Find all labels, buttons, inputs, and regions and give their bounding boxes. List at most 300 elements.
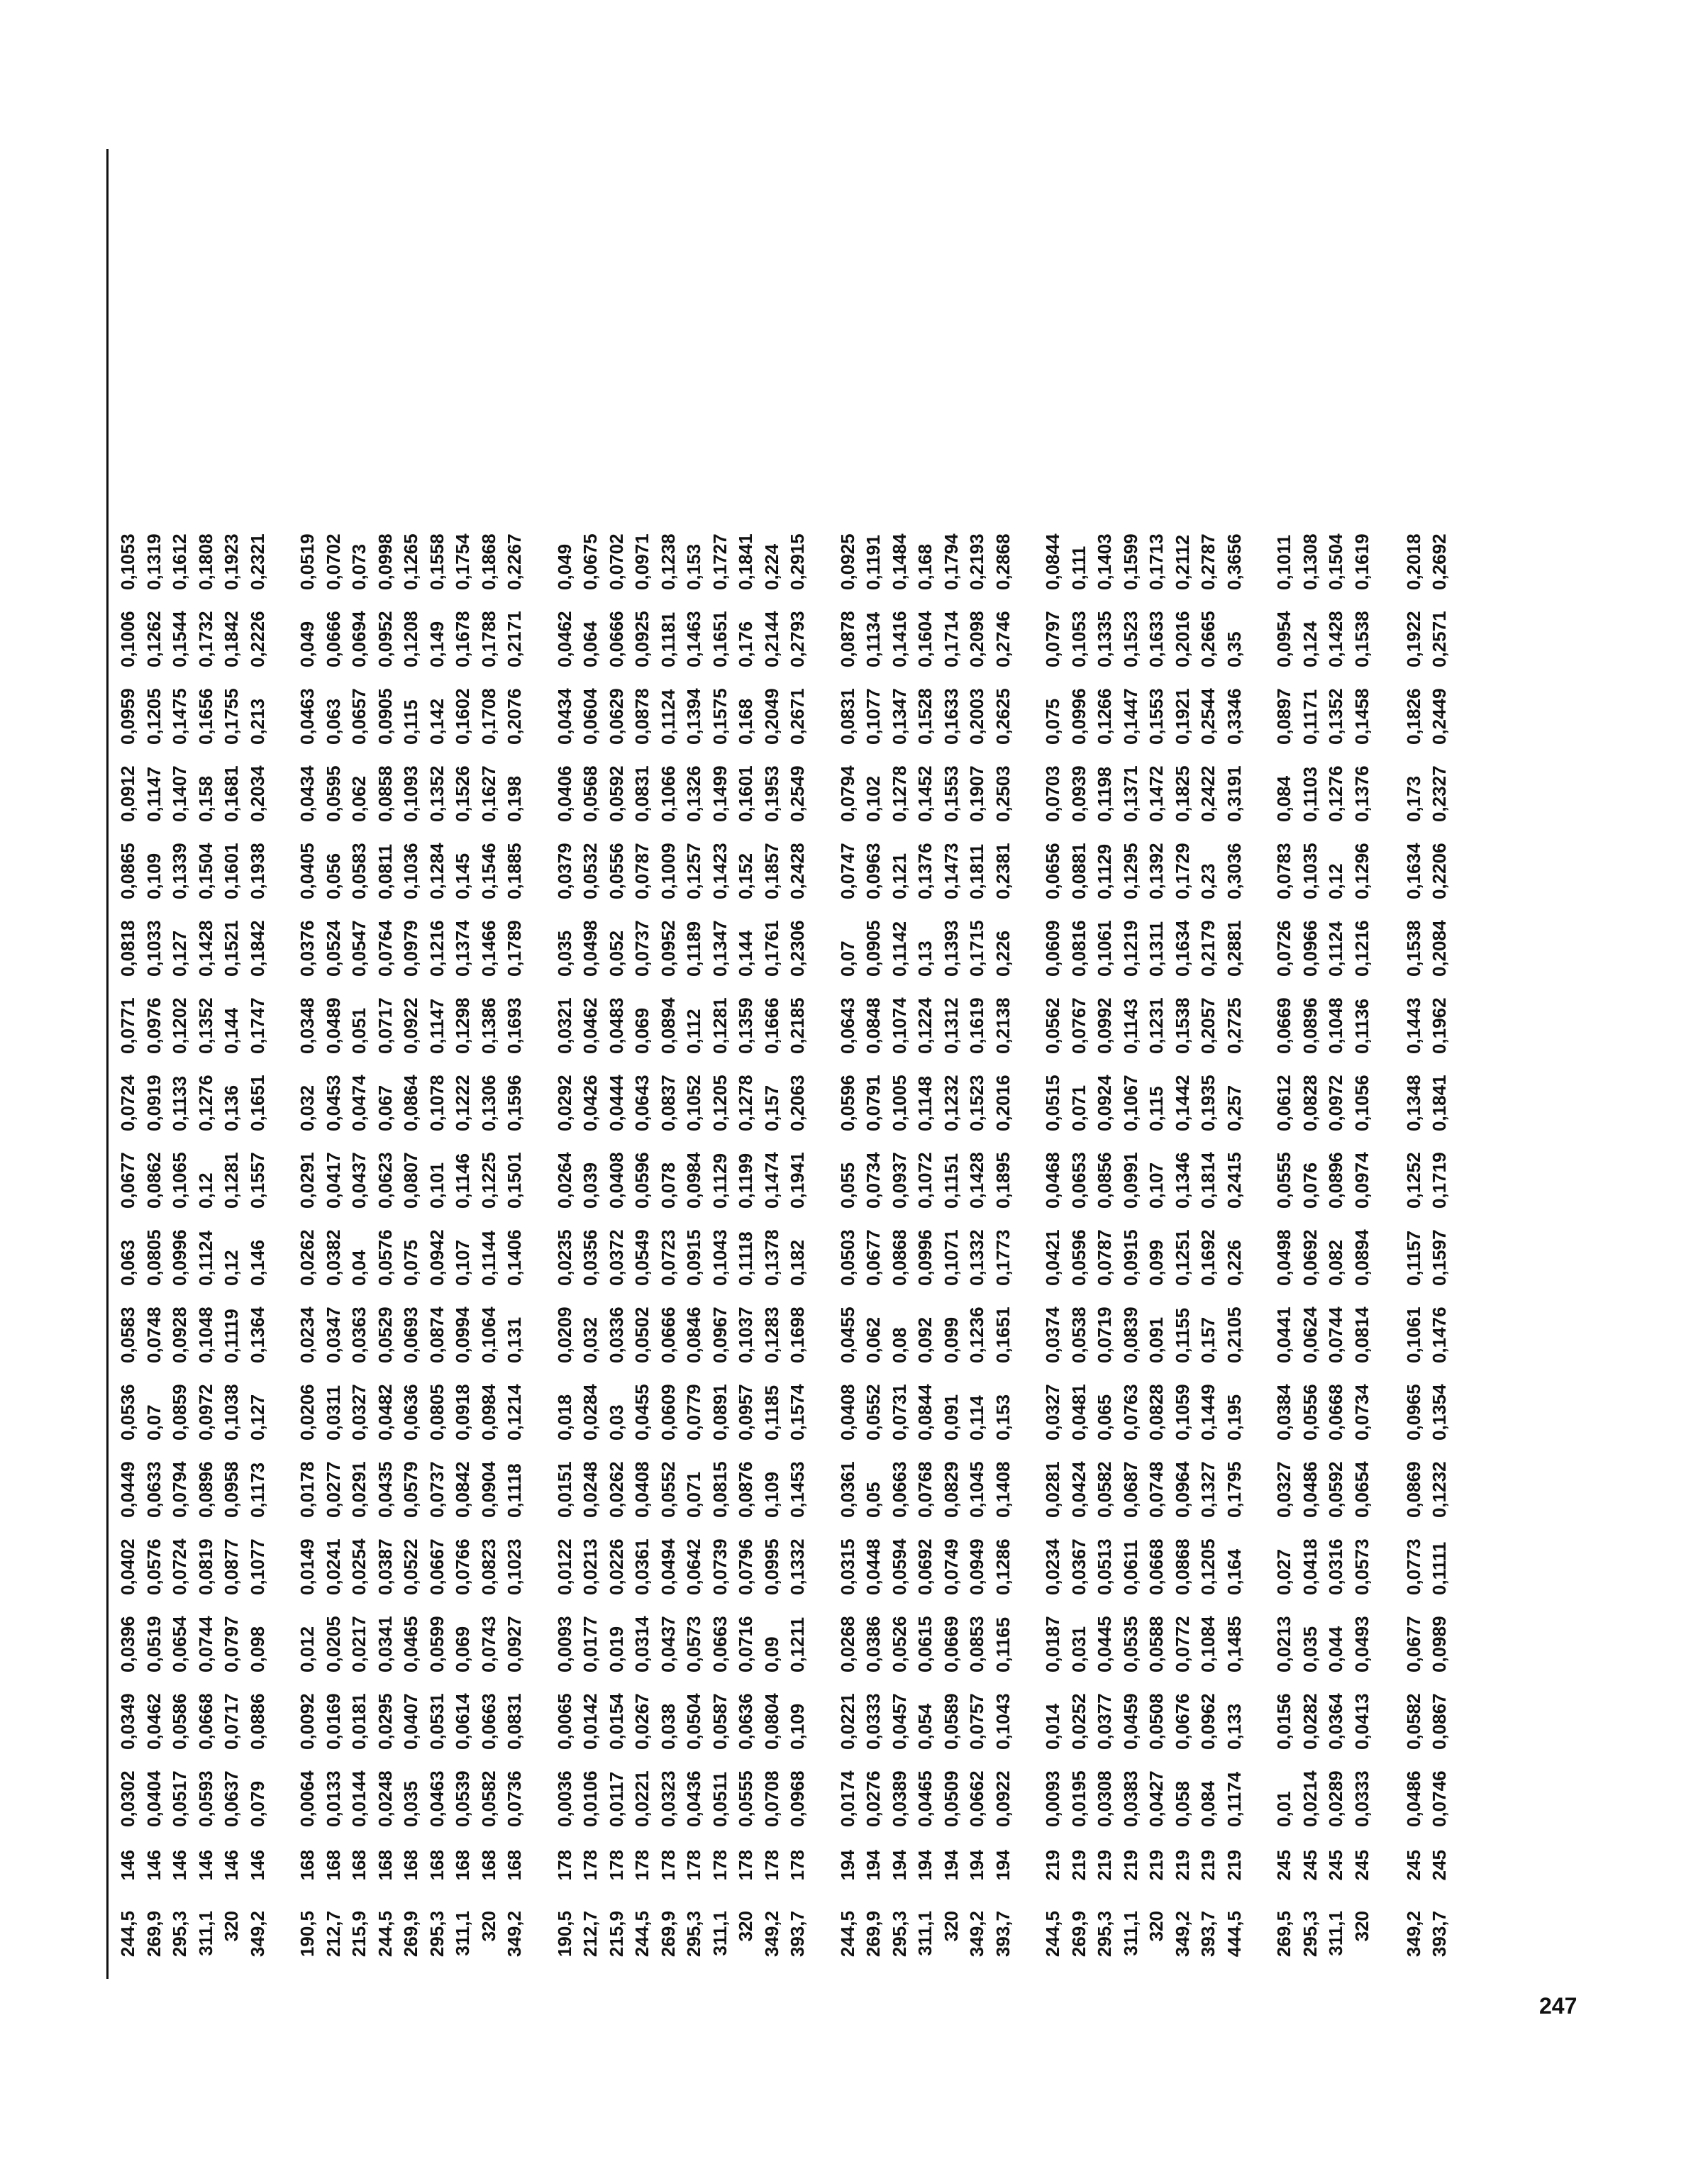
table-cell: 0,027 xyxy=(1273,1548,1294,1595)
table-col-value xyxy=(294,901,528,978)
table-col-value xyxy=(1040,669,1247,746)
table-cell: 0,2415 xyxy=(1223,1152,1245,1209)
table-cell: 0,0221 xyxy=(631,1770,653,1827)
table-cell: 0,0998 xyxy=(374,533,396,590)
table-cell: 0,2692 xyxy=(1429,533,1450,590)
table-cell: 0,0748 xyxy=(143,1306,165,1363)
table-cell: 0,0396 xyxy=(117,1616,138,1672)
table-cell: 0,084 xyxy=(1273,775,1294,822)
table-cell: 0,0455 xyxy=(631,1384,653,1441)
table-cell: 0,1553 xyxy=(1146,688,1167,745)
table-cell: 0,152 xyxy=(735,853,756,899)
table-cell: 0,0333 xyxy=(863,1693,884,1750)
table-cell: 245 xyxy=(1325,1850,1346,1881)
table-cell: 0,0579 xyxy=(400,1461,421,1518)
table-cell: 0,0905 xyxy=(374,688,396,745)
table-cell: 0,213 xyxy=(246,698,268,745)
table-cell: 0,0596 xyxy=(1068,1229,1089,1286)
table-cell: 0,035 xyxy=(553,930,575,977)
table-cell: 0,0408 xyxy=(605,1152,627,1209)
table-cell: 0,0555 xyxy=(735,1770,756,1827)
table-cell: 0,0657 xyxy=(348,688,370,745)
table-cell: 0,0666 xyxy=(322,611,344,667)
table-col-value xyxy=(115,901,270,978)
table-cell: 0,1546 xyxy=(477,843,499,899)
table-cell: 0,1144 xyxy=(477,1230,499,1286)
table-col-value xyxy=(835,1597,1016,1674)
table-cell: 0,0864 xyxy=(400,1075,421,1131)
table-cell: 0,0677 xyxy=(863,1229,884,1286)
table-cell: 0,1136 xyxy=(1351,998,1372,1054)
table-cell: 0,049 xyxy=(296,621,318,667)
table-cell: 0,1064 xyxy=(477,1306,499,1363)
table-cell: 245 xyxy=(1299,1850,1321,1881)
table-cell: 168 xyxy=(296,1850,318,1881)
table-cell: 0,012 xyxy=(296,1626,318,1672)
table-cell: 0,0276 xyxy=(863,1770,884,1827)
table-cell: 0,0356 xyxy=(580,1229,601,1286)
table-cell: 349,2 xyxy=(246,1911,268,1958)
table-cell: 0,0323 xyxy=(657,1770,679,1827)
table-cell: 0,0493 xyxy=(1351,1616,1372,1672)
table-cell: 0,2327 xyxy=(1429,765,1450,822)
table-cell: 0,1485 xyxy=(1223,1616,1245,1672)
table-cell: 0,0221 xyxy=(836,1693,858,1750)
table-cell: 0,1276 xyxy=(194,1075,216,1131)
table-cell: 0,0972 xyxy=(1325,1075,1346,1131)
table-cell: 0,0894 xyxy=(1351,1229,1372,1286)
table-cell: 0,0441 xyxy=(1273,1306,1294,1363)
table-cell: 0,107 xyxy=(452,1239,473,1286)
table-cell: 0,0734 xyxy=(863,1152,884,1209)
table-cell: 0,0972 xyxy=(194,1384,216,1441)
table-cell: 0,0878 xyxy=(836,611,858,667)
table-cell: 0,0925 xyxy=(836,533,858,590)
table-cell: 0,0717 xyxy=(221,1693,242,1750)
table-col-value xyxy=(115,746,270,823)
table-cell: 0,1575 xyxy=(709,688,731,745)
table-cell: 0,2034 xyxy=(246,765,268,822)
table-cell: 0,0374 xyxy=(1042,1306,1063,1363)
table-cell: 0,0532 xyxy=(580,843,601,899)
table-cell: 146 xyxy=(221,1850,242,1881)
table-cell: 0,0637 xyxy=(221,1770,242,1827)
table-cell: 0,0831 xyxy=(836,688,858,745)
table-cell: 0,1393 xyxy=(940,920,962,977)
table-cell: 0,0291 xyxy=(296,1152,318,1209)
table-cell: 0,1825 xyxy=(1171,765,1193,822)
table-cell: 0,107 xyxy=(1146,1162,1167,1209)
table-col-value xyxy=(552,1519,811,1597)
table-cell: 0,0724 xyxy=(117,1075,138,1131)
table-cell: 0,2549 xyxy=(787,765,808,822)
table-col-value xyxy=(115,1287,270,1365)
table-cell: 0,1284 xyxy=(426,843,448,899)
table-cell: 0,1059 xyxy=(1171,1384,1193,1441)
table-col-value xyxy=(294,669,528,746)
table-cell: 0,0209 xyxy=(553,1306,575,1363)
table-cell: 0,056 xyxy=(322,853,344,899)
table-row-group xyxy=(115,149,270,1979)
table-cell: 0,0234 xyxy=(296,1306,318,1363)
table-cell: 349,2 xyxy=(504,1911,525,1958)
table-cell: 0,2267 xyxy=(504,533,525,590)
table-cell: 349,2 xyxy=(760,1911,782,1958)
table-cell: 0,1231 xyxy=(1146,997,1167,1054)
table-col-value xyxy=(115,978,270,1055)
table-cell: 0,3036 xyxy=(1223,843,1245,899)
table-cell: 0,1403 xyxy=(1094,533,1115,590)
table-cell: 0,1147 xyxy=(143,766,165,822)
table-cell: 0,0151 xyxy=(553,1461,575,1518)
table-cell: 0,0291 xyxy=(348,1461,370,1518)
table-cell: 0,0636 xyxy=(735,1693,756,1750)
table-cell: 0,1602 xyxy=(452,688,473,745)
table-cell: 0,0624 xyxy=(1299,1306,1321,1363)
table-cell: 0,0757 xyxy=(966,1693,987,1750)
table-cell: 0,0743 xyxy=(477,1616,499,1672)
table-cell: 0,0654 xyxy=(1351,1461,1372,1518)
table-cell: 0,1232 xyxy=(1429,1461,1450,1518)
table-cell: 0,1124 xyxy=(657,689,679,745)
table-cell: 0,0773 xyxy=(1402,1538,1424,1595)
table-cell: 0,13 xyxy=(914,940,936,977)
table-cell: 0,0327 xyxy=(348,1384,370,1441)
table-cell: 0,0992 xyxy=(1094,997,1115,1054)
table-cell: 0,1474 xyxy=(760,1152,782,1209)
table-col-value xyxy=(1271,514,1453,592)
table-col-diameter xyxy=(1040,1902,1247,1979)
table-cell: 0,076 xyxy=(1299,1162,1321,1209)
table-col-grade xyxy=(552,1829,811,1902)
table-col-value xyxy=(115,514,270,592)
table-cell: 0,0869 xyxy=(1402,1461,1424,1518)
table-cell: 0,0372 xyxy=(605,1229,627,1286)
table-cell: 0,0142 xyxy=(580,1693,601,1750)
table-cell: 0,0839 xyxy=(1119,1306,1141,1363)
table-cell: 0,0797 xyxy=(1042,611,1063,667)
table-cell: 0,0348 xyxy=(296,997,318,1054)
table-cell: 0,0583 xyxy=(117,1306,138,1363)
table-cell: 0,1077 xyxy=(246,1538,268,1595)
table-cell: 178 xyxy=(787,1850,808,1881)
table-col-value xyxy=(1040,1133,1247,1210)
table-cell: 0,0904 xyxy=(477,1461,499,1518)
table-cell: 0,0486 xyxy=(1402,1770,1424,1827)
table-cell: 0,1129 xyxy=(709,1153,731,1209)
table-cell: 0,0217 xyxy=(348,1616,370,1672)
table-col-grade xyxy=(835,1829,1016,1902)
table-cell: 0,0133 xyxy=(322,1770,344,1827)
table-cell: 0,0668 xyxy=(1146,1538,1167,1595)
table-cell: 0,0844 xyxy=(914,1384,936,1441)
table-cell: 0,1449 xyxy=(1197,1384,1219,1441)
table-cell: 0,2171 xyxy=(504,611,525,667)
table-cell: 0,0667 xyxy=(426,1538,448,1595)
table-cell: 0,1458 xyxy=(1351,688,1372,745)
table-col-value xyxy=(294,1287,528,1365)
table-cell: 0,0588 xyxy=(1146,1616,1167,1672)
table-cell: 0,0277 xyxy=(322,1461,344,1518)
table-cell: 178 xyxy=(760,1850,782,1881)
table-cell: 0,073 xyxy=(348,543,370,590)
table-cell: 0,0327 xyxy=(1273,1461,1294,1518)
table-cell: 0,0717 xyxy=(374,997,396,1054)
table-cell: 0,0928 xyxy=(169,1306,190,1363)
table-cell: 0,0596 xyxy=(631,1152,653,1209)
table-col-value xyxy=(835,1133,1016,1210)
table-cell: 0,1078 xyxy=(426,1075,448,1131)
table-cell: 0,0779 xyxy=(683,1384,704,1441)
table-cell: 0,0968 xyxy=(787,1770,808,1827)
table-cell: 0,1678 xyxy=(452,611,473,667)
table-cell: 0,0106 xyxy=(580,1770,601,1827)
table-cell: 0,0418 xyxy=(1299,1538,1321,1595)
table-cell: 320 xyxy=(1146,1911,1167,1942)
table-cell: 0,0181 xyxy=(348,1693,370,1750)
table-cell: 0,1222 xyxy=(452,1075,473,1131)
table-cell: 0,1354 xyxy=(1429,1384,1450,1441)
table-cell: 0,0459 xyxy=(1119,1693,1141,1750)
table-cell: 0,0321 xyxy=(553,997,575,1054)
table-cell: 0,038 xyxy=(657,1703,679,1750)
table-cell xyxy=(1375,1442,1401,1518)
table-cell: 0,0896 xyxy=(194,1461,216,1518)
table-col-value xyxy=(115,1365,270,1442)
table-cell: 0,0593 xyxy=(194,1770,216,1827)
table-cell: 0,0511 xyxy=(709,1771,731,1827)
table-cell: 0,0462 xyxy=(143,1693,165,1750)
table-cell: 0,1278 xyxy=(888,765,910,822)
table-cell: 0,133 xyxy=(1223,1703,1245,1750)
table-cell: 0,0515 xyxy=(1042,1075,1063,1131)
table-col-value xyxy=(835,514,1016,592)
table-col-value xyxy=(1040,1597,1247,1674)
table-cell: 311,1 xyxy=(1119,1911,1141,1956)
table-cell: 0,0868 xyxy=(1171,1538,1193,1595)
table-cell: 0,0465 xyxy=(400,1616,421,1672)
table-cell: 0,0289 xyxy=(1325,1770,1346,1827)
table-cell: 0,0918 xyxy=(452,1384,473,1441)
table-cell: 0,014 xyxy=(1042,1703,1063,1750)
table-cell: 0,0449 xyxy=(117,1461,138,1518)
table-cell: 0,1312 xyxy=(940,997,962,1054)
table-cell: 0,2193 xyxy=(966,533,987,590)
table-cell: 0,0922 xyxy=(400,997,421,1054)
table-cell: 0,0535 xyxy=(1119,1616,1141,1672)
table-cell: 0,0556 xyxy=(1299,1384,1321,1441)
table-cell: 0,0984 xyxy=(683,1152,704,1209)
table-cell: 194 xyxy=(992,1850,1014,1881)
table-cell: 0,0206 xyxy=(296,1384,318,1441)
table-cell: 0,1453 xyxy=(787,1461,808,1518)
table-cell: 0,0281 xyxy=(1042,1461,1063,1518)
table-cell: 0,1428 xyxy=(194,920,216,977)
table-col-value xyxy=(115,1751,270,1829)
table-cell: 0,0462 xyxy=(580,997,601,1054)
table-cell: 0,1504 xyxy=(194,843,216,899)
table-cell: 0,1868 xyxy=(477,533,499,590)
table-cell: 0,0382 xyxy=(322,1229,344,1286)
table-col-grade xyxy=(294,1829,528,1902)
table-cell: 0,049 xyxy=(553,543,575,590)
table-cell: 0,0468 xyxy=(1042,1152,1063,1209)
table-cell: 0,1065 xyxy=(169,1152,190,1209)
table-cell: 0,054 xyxy=(914,1703,936,1750)
table-cell: 0,0919 xyxy=(143,1075,165,1131)
table-cell: 0,1789 xyxy=(504,920,525,977)
table-cell: 0,0896 xyxy=(1299,997,1321,1054)
table-cell: 0,1612 xyxy=(169,533,190,590)
table-cell xyxy=(1375,1519,1401,1595)
table-cell: 0,1604 xyxy=(914,611,936,667)
table-cell: 0,157 xyxy=(1197,1316,1219,1363)
table-col-value xyxy=(294,1751,528,1829)
table-cell: 0,0666 xyxy=(657,1306,679,1363)
table-cell: 0,1826 xyxy=(1402,688,1424,745)
table-cell: 0,1262 xyxy=(143,611,165,667)
table-cell: 295,3 xyxy=(1094,1911,1115,1958)
table-cell: 0,0404 xyxy=(143,1770,165,1827)
table-cell: 0,0408 xyxy=(631,1461,653,1518)
table-cell: 0,1708 xyxy=(477,688,499,745)
table-col-value xyxy=(1271,669,1453,746)
table-col-value xyxy=(552,823,811,901)
table-cell: 0,1754 xyxy=(452,533,473,590)
table-cell: 0,1719 xyxy=(1429,1152,1450,1209)
table-cell: 0,1599 xyxy=(1119,533,1141,590)
table-cell: 0,075 xyxy=(400,1239,421,1286)
table-cell: 0,2003 xyxy=(966,688,987,745)
table-cell: 0,0731 xyxy=(888,1384,910,1441)
table-cell: 0,0205 xyxy=(322,1616,344,1672)
table-cell: 0,1729 xyxy=(1171,843,1193,899)
table-cell: 168 xyxy=(322,1850,344,1881)
table-cell: 0,0693 xyxy=(400,1306,421,1363)
table-cell: 0,1189 xyxy=(683,921,704,977)
table-cell: 0,0064 xyxy=(296,1770,318,1827)
table-col-value xyxy=(294,1210,528,1287)
table-col-value xyxy=(294,592,528,669)
table-cell: 0,149 xyxy=(426,621,448,667)
table-cell: 0,1597 xyxy=(1429,1229,1450,1286)
table-cell: 0,039 xyxy=(580,1162,601,1209)
table-cell: 0,1773 xyxy=(992,1229,1014,1286)
table-cell: 0,0772 xyxy=(1171,1616,1193,1672)
table-cell: 0,2746 xyxy=(992,611,1014,667)
table-cell: 0,1538 xyxy=(1402,920,1424,977)
table-cell: 0,114 xyxy=(966,1395,987,1441)
table-cell: 0,0333 xyxy=(1351,1770,1372,1827)
table-cell: 0,079 xyxy=(246,1780,268,1827)
table-cell: 0,0519 xyxy=(143,1616,165,1672)
table-cell: 0,0881 xyxy=(1068,843,1089,899)
table-cell: 0,0513 xyxy=(1094,1538,1115,1595)
table-col-value xyxy=(1040,901,1247,978)
table-col-value xyxy=(835,1287,1016,1365)
table-col-value xyxy=(1271,1519,1453,1597)
table-cell: 0,0235 xyxy=(553,1229,575,1286)
table-cell: 0,1035 xyxy=(1299,843,1321,899)
table-cell: 0,0437 xyxy=(348,1152,370,1209)
table-cell: 0,1077 xyxy=(863,688,884,745)
table-cell: 0,0549 xyxy=(631,1229,653,1286)
table-cell: 0,0093 xyxy=(553,1616,575,1672)
table-cell: 0,0612 xyxy=(1273,1075,1294,1131)
table-cell: 0,0509 xyxy=(940,1770,962,1827)
table-cell: 0,0154 xyxy=(605,1693,627,1750)
table-cell: 0,0675 xyxy=(580,533,601,590)
table-cell: 0,0925 xyxy=(631,611,653,667)
table-cell: 0,1236 xyxy=(966,1306,987,1363)
table-cell xyxy=(1375,1055,1401,1131)
table-cell: 0,1416 xyxy=(888,611,910,667)
table-cell: 0,2306 xyxy=(787,920,808,977)
table-cell: 0,0363 xyxy=(348,1306,370,1363)
table-cell: 0,2144 xyxy=(760,611,782,667)
table-cell: 0,1808 xyxy=(194,533,216,590)
table-col-value xyxy=(115,1133,270,1210)
table-cell: 0,0576 xyxy=(143,1538,165,1595)
table-cell: 0,1335 xyxy=(1094,611,1115,667)
table-col-value xyxy=(552,1442,811,1519)
table-col-value xyxy=(552,1287,811,1365)
table-cell: 0,1056 xyxy=(1351,1075,1372,1131)
table-cell: 0,0668 xyxy=(194,1693,216,1750)
table-cell: 0,082 xyxy=(1325,1239,1346,1286)
table-cell: 0,1202 xyxy=(169,997,190,1054)
table-cell: 0,127 xyxy=(169,930,190,977)
table-cell: 349,2 xyxy=(1402,1911,1424,1958)
table-cell: 0,1386 xyxy=(477,997,499,1054)
table-cell: 0,1071 xyxy=(940,1229,962,1286)
table-cell: 178 xyxy=(735,1850,756,1881)
table-cell: 0,0694 xyxy=(348,611,370,667)
table-cell: 0,127 xyxy=(246,1394,268,1441)
table-cell: 0,063 xyxy=(117,1239,138,1286)
table-cell: 0,0519 xyxy=(296,533,318,590)
table-col-value xyxy=(835,1751,1016,1829)
table-cell: 0,1185 xyxy=(760,1385,782,1441)
table-cell: 0,2725 xyxy=(1223,997,1245,1054)
table-cell xyxy=(1375,1850,1401,1902)
table-cell: 0,051 xyxy=(348,1007,370,1054)
table-col-value xyxy=(1040,1365,1247,1442)
table-cell: 0,1224 xyxy=(914,997,936,1054)
table-col-value xyxy=(835,1365,1016,1442)
table-cell: 0,0702 xyxy=(605,533,627,590)
table-cell: 0,1332 xyxy=(787,1538,808,1595)
table-cell: 168 xyxy=(348,1850,370,1881)
table-col-value xyxy=(835,669,1016,746)
table-cell: 0,2016 xyxy=(1171,611,1193,667)
table-cell: 0,1199 xyxy=(735,1153,756,1209)
table-cell: 0,1093 xyxy=(400,765,421,822)
table-cell: 0,0092 xyxy=(296,1693,318,1750)
table-cell: 320 xyxy=(735,1911,756,1942)
table-cell: 0,168 xyxy=(914,543,936,590)
table-cell: 0,1452 xyxy=(914,765,936,822)
table-cell: 244,5 xyxy=(1042,1911,1063,1958)
table-cell: 0,1124 xyxy=(1325,921,1346,977)
table-cell: 146 xyxy=(246,1850,268,1881)
table-cell: 0,1473 xyxy=(940,843,962,899)
table-cell: 0,0264 xyxy=(553,1152,575,1209)
table-cell: 0,0122 xyxy=(553,1538,575,1595)
table-cell: 0,0962 xyxy=(1197,1693,1219,1750)
table-cell: 0,224 xyxy=(760,543,782,590)
table-cell: 0,0213 xyxy=(1273,1616,1294,1672)
